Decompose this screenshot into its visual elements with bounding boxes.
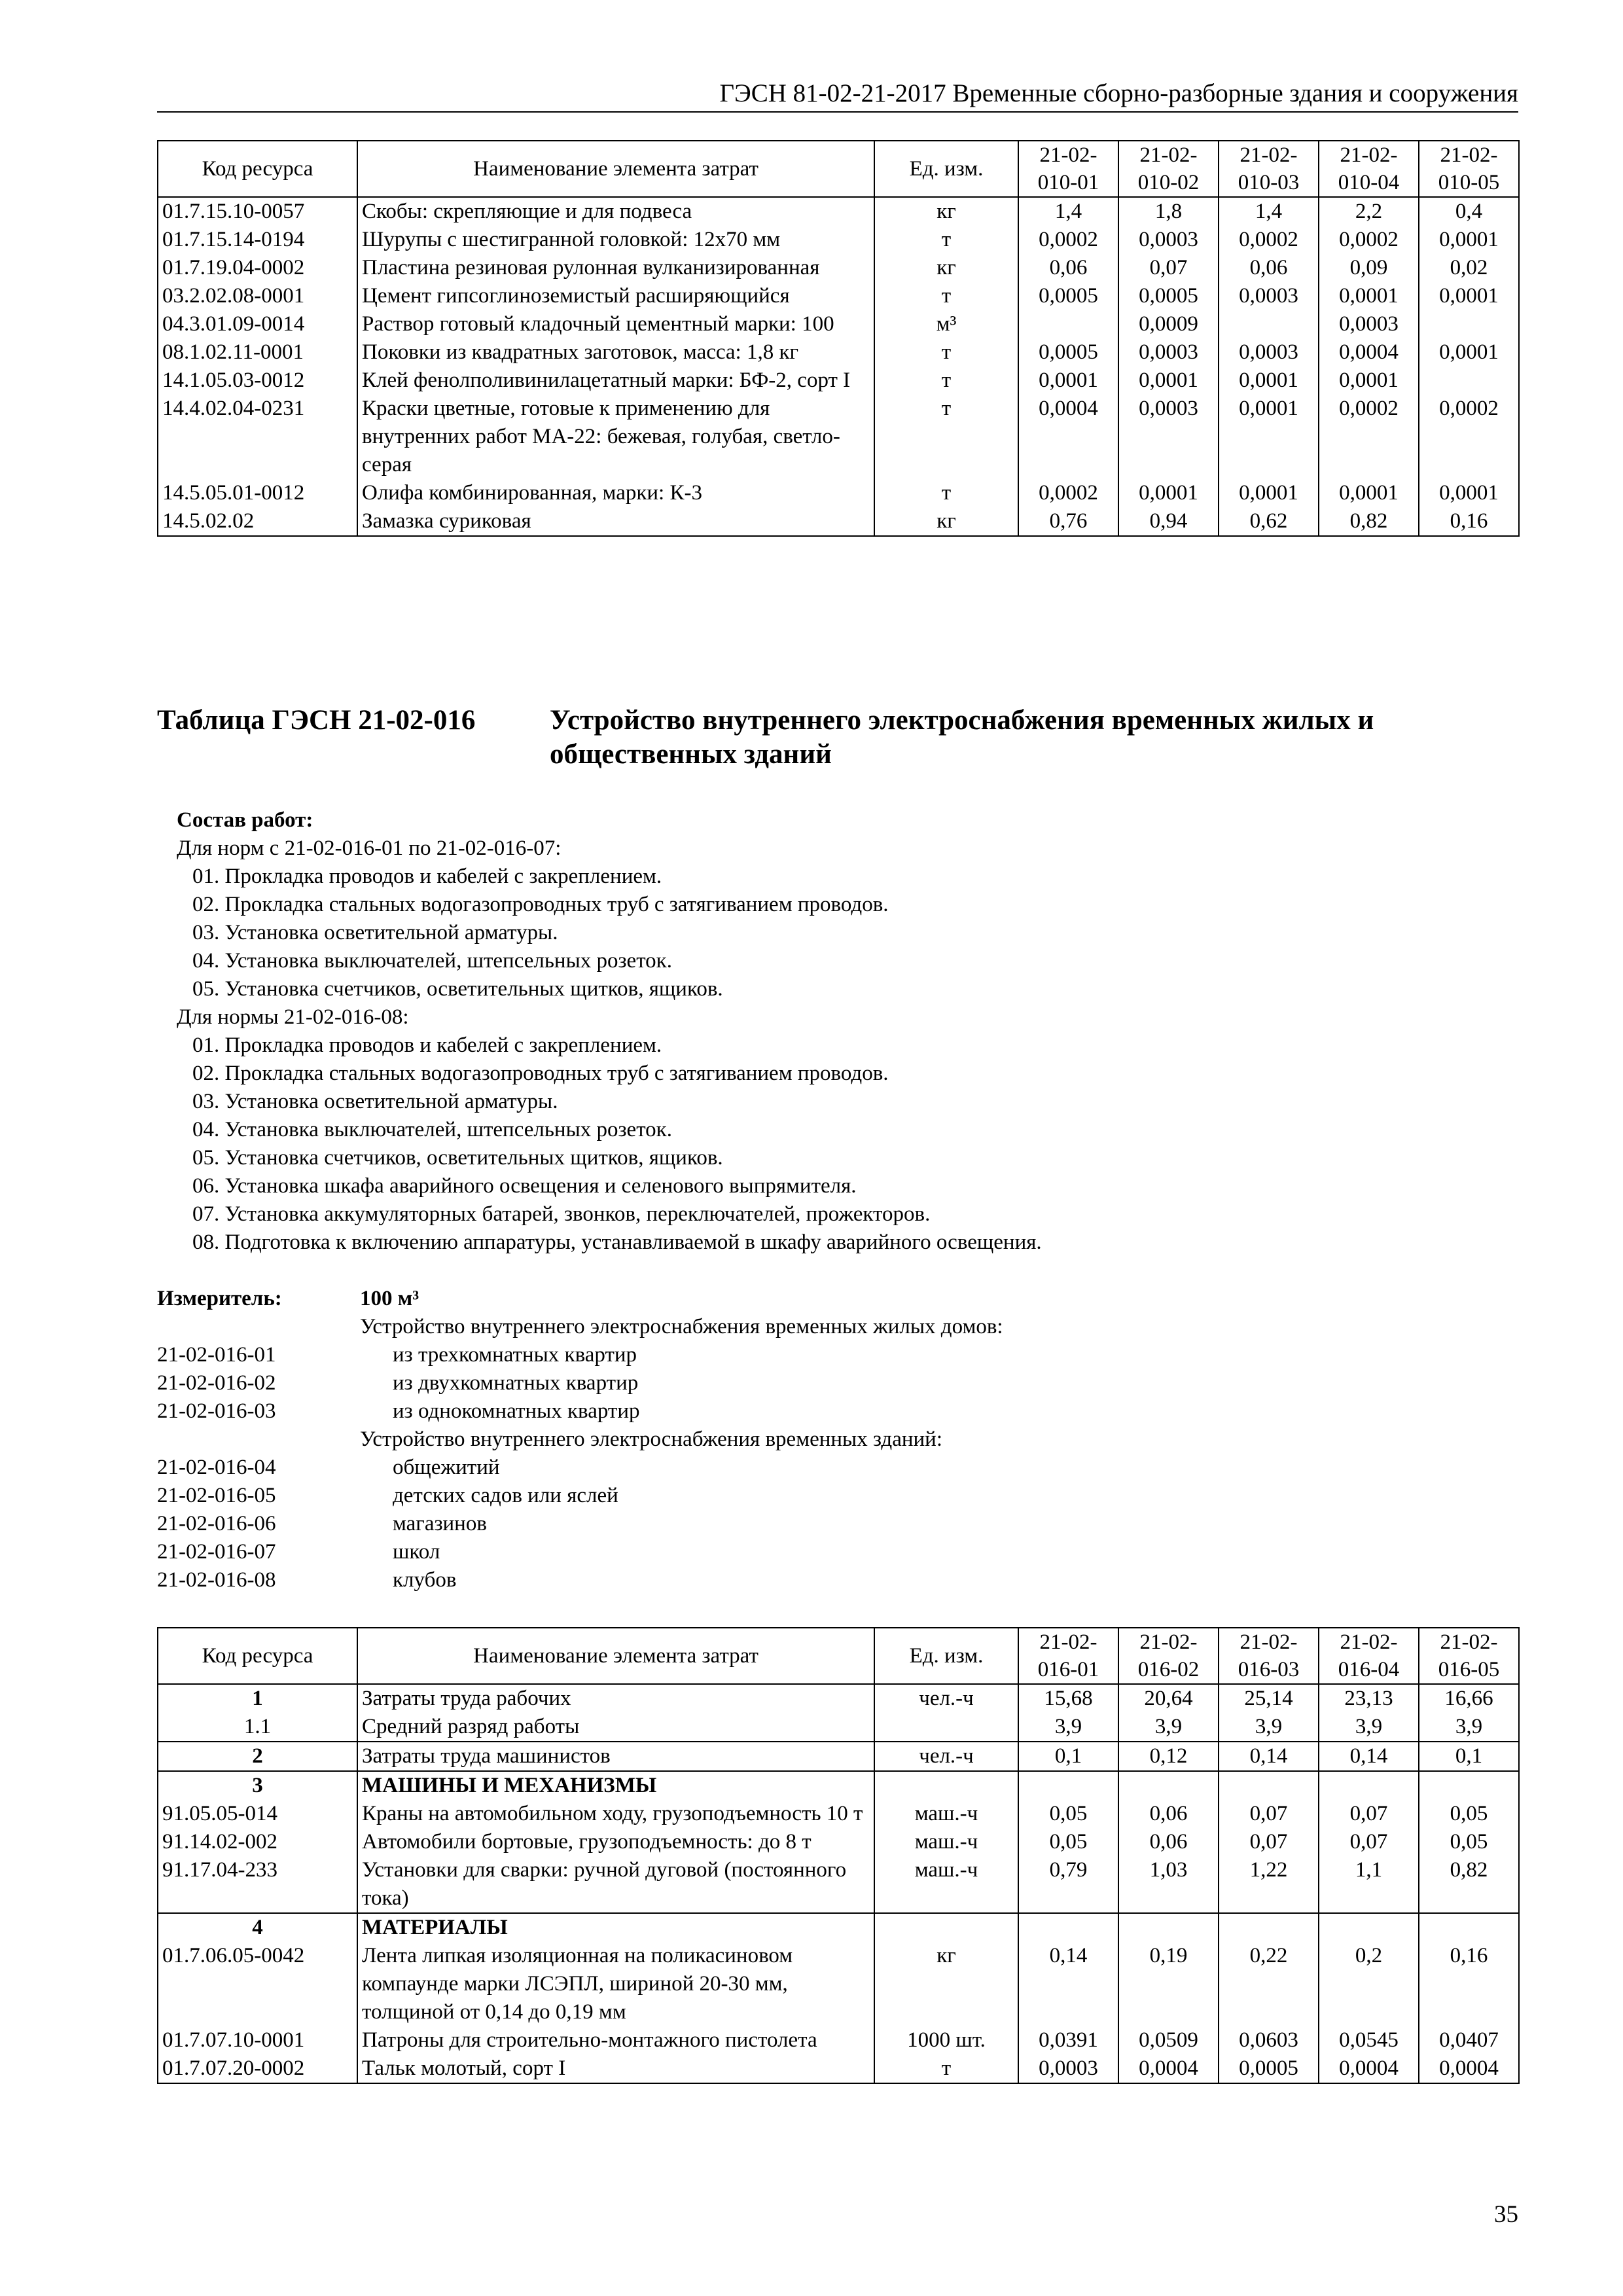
norm-value: 0,22 [1219, 1942, 1319, 2026]
norm-value: 0,0509 [1118, 2026, 1219, 2054]
work-group-title: Для нормы 21-02-016-08: [177, 1005, 409, 1029]
norm-value: 0,0001 [1118, 479, 1219, 507]
resource-code: 04.3.01.09-0014 [158, 310, 357, 338]
norm-value: 0,0002 [1419, 395, 1519, 479]
column-header: 21-02-016-01 [1018, 1628, 1118, 1684]
norm-value: 0,16 [1419, 1942, 1519, 2026]
norm-description: из трехкомнатных квартир [393, 1343, 637, 1367]
resource-code: 03.2.02.08-0001 [158, 282, 357, 310]
table-row [158, 507, 1519, 536]
work-item: 03. Установка осветительной арматуры. [192, 1090, 558, 1113]
norm-value: 0,0002 [1018, 479, 1118, 507]
norm-value: 0,06 [1118, 1828, 1219, 1856]
table-row [158, 226, 1519, 254]
norm-value: 0,14 [1018, 1942, 1118, 2026]
cost-element-name: Замазка суриковая [357, 507, 874, 536]
norm-value: 1,4 [1219, 197, 1319, 226]
resource-code: 91.05.05-014 [158, 1800, 357, 1828]
unit: т [874, 226, 1018, 254]
column-header: Код ресурса [158, 141, 357, 197]
cost-element-name: Краны на автомобильном ходу, грузоподъемность 10 т [357, 1800, 874, 1828]
cost-element-name: Шурупы с шестигранной головкой: 12х70 мм [357, 226, 874, 254]
table-name: Устройство внутреннего электроснабжения временных жилых и общественных зданий [550, 705, 1374, 770]
meter-label: Измеритель: [157, 1287, 282, 1310]
resource-code: 91.17.04-233 [158, 1856, 357, 1913]
cost-element-name: Пластина резиновая рулонная вулканизированная [357, 254, 874, 282]
table-row [158, 197, 1519, 226]
norm-value: 2,2 [1319, 197, 1419, 226]
norm-value: 20,64 [1118, 1684, 1219, 1713]
norm-value: 0,0001 [1319, 367, 1419, 395]
norm-value: 0,0005 [1018, 282, 1118, 310]
column-header: 21-02-010-05 [1419, 141, 1519, 197]
norm-code: 21-02-016-02 [157, 1371, 276, 1395]
norm-value [1419, 367, 1519, 395]
norm-value: 3,9 [1118, 1713, 1219, 1742]
resource-code: 01.7.15.10-0057 [158, 197, 357, 226]
unit: т [874, 479, 1018, 507]
cost-element-name: Затраты труда рабочих [357, 1684, 874, 1713]
norm-value: 0,0004 [1319, 338, 1419, 367]
norm-code: 21-02-016-03 [157, 1399, 276, 1423]
table-row [158, 479, 1519, 507]
work-item: 03. Установка осветительной арматуры. [192, 921, 558, 944]
unit: маш.-ч [874, 1800, 1018, 1828]
norm-value: 0,0004 [1319, 2054, 1419, 2083]
meter-item [157, 1341, 1518, 1369]
resource-code: 2 [158, 1742, 357, 1771]
unit: кг [874, 254, 1018, 282]
norm-value: 0,0004 [1118, 2054, 1219, 2083]
norm-value: 0,94 [1118, 507, 1219, 536]
norm-value: 0,0001 [1219, 479, 1319, 507]
work-item: 04. Установка выключателей, штепсельных розеток. [192, 1118, 672, 1141]
resource-code: 14.1.05.03-0012 [158, 367, 357, 395]
cost-element-name: МАТЕРИАЛЫ [357, 1913, 874, 1942]
unit: т [874, 367, 1018, 395]
resource-code: 14.5.05.01-0012 [158, 479, 357, 507]
meter-unit: 100 м³ [360, 1287, 419, 1310]
work-item: 05. Установка счетчиков, осветительных щитков, ящиков. [192, 977, 723, 1001]
norm-value: 0,0001 [1219, 395, 1319, 479]
page-number: 35 [1494, 2201, 1518, 2228]
unit: маш.-ч [874, 1828, 1018, 1856]
norm-value: 0,0407 [1419, 2026, 1519, 2054]
cost-element-name: Клей фенолполивинилацетатный марки: БФ-2, сорт I [357, 367, 874, 395]
norm-value: 0,79 [1018, 1856, 1118, 1913]
column-header: Наименование элемента затрат [357, 141, 874, 197]
unit: кг [874, 197, 1018, 226]
column-header: 21-02-016-02 [1118, 1628, 1219, 1684]
table-number: Таблица ГЭСН 21-02-016 [157, 705, 476, 736]
norm-value [1219, 1771, 1319, 1800]
resource-table-21-02-010 [157, 140, 1520, 537]
norm-value [1419, 1913, 1519, 1942]
meter-row [157, 1285, 1518, 1313]
resource-code: 14.5.02.02 [158, 507, 357, 536]
norm-value: 1,8 [1118, 197, 1219, 226]
cost-element-name: Автомобили бортовые, грузоподъемность: до 8 т [357, 1828, 874, 1856]
norm-value: 0,07 [1118, 254, 1219, 282]
column-header: 21-02-016-03 [1219, 1628, 1319, 1684]
column-header: 21-02-010-04 [1319, 141, 1419, 197]
norm-value: 1,22 [1219, 1856, 1319, 1913]
resource-code: 01.7.07.20-0002 [158, 2054, 357, 2083]
norm-description: школ [393, 1540, 440, 1564]
table-row [158, 1800, 1519, 1828]
norm-value: 0,4 [1419, 197, 1519, 226]
norm-value: 0,0001 [1018, 367, 1118, 395]
resource-code: 01.7.15.14-0194 [158, 226, 357, 254]
cost-element-name: Олифа комбинированная, марки: К-3 [357, 479, 874, 507]
meter-item [157, 1397, 1518, 1426]
norm-value: 0,2 [1319, 1942, 1419, 2026]
norm-code: 21-02-016-07 [157, 1540, 276, 1564]
meter-item [157, 1566, 1518, 1594]
unit: м³ [874, 310, 1018, 338]
table-row [158, 1684, 1519, 1713]
cost-element-name: Поковки из квадратных заготовок, масса: 1,8 кг [357, 338, 874, 367]
norm-value [1118, 1771, 1219, 1800]
table-row [158, 310, 1519, 338]
meter-item [157, 1369, 1518, 1397]
work-item: 02. Прокладка стальных водогазопроводных труб с затягиванием проводов. [192, 893, 889, 916]
norm-value: 0,76 [1018, 507, 1118, 536]
norm-value [1219, 310, 1319, 338]
norm-value: 3,9 [1018, 1713, 1118, 1742]
resource-code: 01.7.19.04-0002 [158, 254, 357, 282]
unit: кг [874, 507, 1018, 536]
norm-value: 0,0004 [1018, 395, 1118, 479]
column-header: 21-02-016-04 [1319, 1628, 1419, 1684]
unit: 1000 шт. [874, 2026, 1018, 2054]
norm-value [1319, 1913, 1419, 1942]
column-header: Ед. изм. [874, 141, 1018, 197]
meter-item [157, 1454, 1518, 1482]
norm-value: 0,1 [1018, 1742, 1118, 1771]
column-header: 21-02-016-05 [1419, 1628, 1519, 1684]
norm-value: 0,05 [1419, 1800, 1519, 1828]
norm-value: 0,0005 [1118, 282, 1219, 310]
column-header: 21-02-010-01 [1018, 141, 1118, 197]
cost-element-name: Раствор готовый кладочный цементный марки: 100 [357, 310, 874, 338]
resource-code: 1 [158, 1684, 357, 1713]
meter-group-row [157, 1313, 1518, 1341]
resource-code: 08.1.02.11-0001 [158, 338, 357, 367]
norm-value: 23,13 [1319, 1684, 1419, 1713]
norm-code: 21-02-016-08 [157, 1568, 276, 1592]
norm-value: 0,0001 [1319, 282, 1419, 310]
norm-value: 0,0001 [1319, 479, 1419, 507]
work-composition-heading: Состав работ: [177, 808, 313, 832]
norm-value: 0,62 [1219, 507, 1319, 536]
norm-value: 0,05 [1018, 1800, 1118, 1828]
column-header: Ед. изм. [874, 1628, 1018, 1684]
norm-value: 0,0003 [1118, 226, 1219, 254]
norm-value: 16,66 [1419, 1684, 1519, 1713]
unit [874, 1913, 1018, 1942]
norm-value [1018, 310, 1118, 338]
meter-group-title: Устройство внутреннего электроснабжения временных жилых домов: [360, 1315, 1003, 1338]
norm-value [1419, 1771, 1519, 1800]
norm-value [1219, 1913, 1319, 1942]
cost-element-name: Тальк молотый, сорт I [357, 2054, 874, 2083]
norm-value: 25,14 [1219, 1684, 1319, 1713]
norm-value [1018, 1913, 1118, 1942]
cost-element-name: Патроны для строительно-монтажного пистолета [357, 2026, 874, 2054]
work-group-title: Для норм с 21-02-016-01 по 21-02-016-07: [177, 836, 562, 860]
norm-value: 0,14 [1219, 1742, 1319, 1771]
norm-value: 0,0003 [1219, 338, 1319, 367]
cost-element-name: Затраты труда машинистов [357, 1742, 874, 1771]
unit: маш.-ч [874, 1856, 1018, 1913]
norm-description: из двухкомнатных квартир [393, 1371, 639, 1395]
table-row [158, 2054, 1519, 2083]
norm-value: 0,09 [1319, 254, 1419, 282]
norm-value: 0,0001 [1419, 226, 1519, 254]
table-row [158, 1828, 1519, 1856]
cost-element-name: Установки для сварки: ручной дуговой (постоянного тока) [357, 1856, 874, 1913]
resource-code: 1.1 [158, 1713, 357, 1742]
work-item: 01. Прокладка проводов и кабелей с закреплением. [192, 865, 662, 888]
norm-value: 0,07 [1219, 1828, 1319, 1856]
norm-value: 0,07 [1219, 1800, 1319, 1828]
work-item: 08. Подготовка к включению аппаратуры, устанавливаемой в шкафу аварийного освещения. [192, 1230, 1042, 1254]
meter-section [157, 1285, 1518, 1594]
cost-element-name: Краски цветные, готовые к применению для внутренних работ МА-22: бежевая, голубая, светло-серая [357, 395, 874, 479]
norm-value: 1,4 [1018, 197, 1118, 226]
norm-value: 0,0005 [1219, 2054, 1319, 2083]
norm-description: из однокомнатных квартир [393, 1399, 640, 1423]
norm-value: 0,0005 [1018, 338, 1118, 367]
resource-table-21-02-016 [157, 1627, 1520, 2084]
table-row [158, 395, 1519, 479]
unit: т [874, 282, 1018, 310]
norm-value: 0,1 [1419, 1742, 1519, 1771]
norm-value: 0,0003 [1118, 395, 1219, 479]
norm-value: 0,12 [1118, 1742, 1219, 1771]
norm-value: 0,07 [1319, 1828, 1419, 1856]
unit: кг [874, 1942, 1018, 2026]
work-item: 07. Установка аккумуляторных батарей, звонков, переключателей, прожекторов. [192, 1202, 931, 1226]
resource-code: 4 [158, 1913, 357, 1942]
unit: т [874, 395, 1018, 479]
norm-value: 0,05 [1419, 1828, 1519, 1856]
norm-code: 21-02-016-01 [157, 1343, 276, 1367]
norm-value: 0,0001 [1419, 338, 1519, 367]
norm-value: 0,05 [1018, 1828, 1118, 1856]
table-row [158, 2026, 1519, 2054]
table-row [158, 254, 1519, 282]
resource-code: 91.14.02-002 [158, 1828, 357, 1856]
norm-value: 0,0001 [1118, 367, 1219, 395]
work-item: 01. Прокладка проводов и кабелей с закреплением. [192, 1033, 662, 1057]
norm-description: общежитий [393, 1456, 500, 1479]
norm-value: 3,9 [1219, 1713, 1319, 1742]
norm-value: 0,0003 [1219, 282, 1319, 310]
norm-value: 0,19 [1118, 1942, 1219, 2026]
work-item: 04. Установка выключателей, штепсельных розеток. [192, 949, 672, 973]
norm-value: 0,0004 [1419, 2054, 1519, 2083]
column-header: 21-02-010-02 [1118, 141, 1219, 197]
norm-value: 1,1 [1319, 1856, 1419, 1913]
work-item: 05. Установка счетчиков, осветительных щитков, ящиков. [192, 1146, 723, 1170]
table-row [158, 1856, 1519, 1913]
norm-value: 0,0603 [1219, 2026, 1319, 2054]
norm-description: детских садов или яслей [393, 1484, 618, 1507]
norm-value: 3,9 [1319, 1713, 1419, 1742]
norm-code: 21-02-016-04 [157, 1456, 276, 1479]
cost-element-name: Средний разряд работы [357, 1713, 874, 1742]
table-row [158, 1771, 1519, 1800]
cost-element-name: Скобы: скрепляющие и для подвеса [357, 197, 874, 226]
resource-code: 01.7.07.10-0001 [158, 2026, 357, 2054]
column-header: 21-02-010-03 [1219, 141, 1319, 197]
norm-description: магазинов [393, 1512, 487, 1535]
work-composition [177, 806, 1486, 1257]
table-row [158, 367, 1519, 395]
norm-value: 0,82 [1419, 1856, 1519, 1913]
norm-value: 0,82 [1319, 507, 1419, 536]
norm-value: 0,06 [1018, 254, 1118, 282]
meter-group-row [157, 1426, 1518, 1454]
resource-code: 3 [158, 1771, 357, 1800]
norm-value: 0,0002 [1219, 226, 1319, 254]
norm-value: 0,0009 [1118, 310, 1219, 338]
norm-value: 15,68 [1018, 1684, 1118, 1713]
norm-description: клубов [393, 1568, 457, 1592]
norm-value: 0,16 [1419, 507, 1519, 536]
resource-code: 01.7.06.05-0042 [158, 1942, 357, 2026]
unit: чел.-ч [874, 1742, 1018, 1771]
norm-value: 1,03 [1118, 1856, 1219, 1913]
norm-value: 0,06 [1219, 254, 1319, 282]
norm-code: 21-02-016-05 [157, 1484, 276, 1507]
unit: т [874, 2054, 1018, 2083]
norm-value: 0,0003 [1018, 2054, 1118, 2083]
table-row [158, 282, 1519, 310]
norm-value: 0,0545 [1319, 2026, 1419, 2054]
norm-value: 0,0003 [1319, 310, 1419, 338]
meter-group-title: Устройство внутреннего электроснабжения временных зданий: [360, 1427, 942, 1451]
norm-value [1419, 310, 1519, 338]
table-row [158, 1913, 1519, 1942]
norm-value: 0,06 [1118, 1800, 1219, 1828]
norm-value [1018, 1771, 1118, 1800]
cost-element-name: Цемент гипсоглиноземистый расширяющийся [357, 282, 874, 310]
norm-value: 3,9 [1419, 1713, 1519, 1742]
norm-value: 0,0001 [1419, 282, 1519, 310]
work-item: 02. Прокладка стальных водогазопроводных труб с затягиванием проводов. [192, 1062, 889, 1085]
table-row [158, 1942, 1519, 2026]
table-row [158, 338, 1519, 367]
norm-value [1118, 1913, 1219, 1942]
work-item: 06. Установка шкафа аварийного освещения и селенового выпрямителя. [192, 1174, 857, 1198]
norm-value: 0,0002 [1319, 395, 1419, 479]
norm-value: 0,0391 [1018, 2026, 1118, 2054]
norm-code: 21-02-016-06 [157, 1512, 276, 1535]
norm-value: 0,0002 [1018, 226, 1118, 254]
norm-value: 0,0001 [1219, 367, 1319, 395]
table-row [158, 1713, 1519, 1742]
column-header: Код ресурса [158, 1628, 357, 1684]
unit [874, 1713, 1018, 1742]
norm-value: 0,0003 [1118, 338, 1219, 367]
norm-value: 0,0001 [1419, 479, 1519, 507]
norm-value: 0,14 [1319, 1742, 1419, 1771]
unit [874, 1771, 1018, 1800]
norm-value: 0,0002 [1319, 226, 1419, 254]
column-header: Наименование элемента затрат [357, 1628, 874, 1684]
cost-element-name: Лента липкая изоляционная на поликасиновом компаунде марки ЛСЭПЛ, шириной 20-30 мм, толщиной от 0,14 до 0,19 мм [357, 1942, 874, 2026]
resource-code: 14.4.02.04-0231 [158, 395, 357, 479]
norm-value: 0,07 [1319, 1800, 1419, 1828]
unit: т [874, 338, 1018, 367]
cost-element-name: МАШИНЫ И МЕХАНИЗМЫ [357, 1771, 874, 1800]
running-header: ГЭСН 81-02-21-2017 Временные сборно-разборные здания и сооружения [157, 77, 1518, 113]
meter-item [157, 1510, 1518, 1538]
unit: чел.-ч [874, 1684, 1018, 1713]
norm-value: 0,02 [1419, 254, 1519, 282]
meter-item [157, 1538, 1518, 1566]
table-row [158, 1742, 1519, 1771]
meter-item [157, 1482, 1518, 1510]
norm-value [1319, 1771, 1419, 1800]
